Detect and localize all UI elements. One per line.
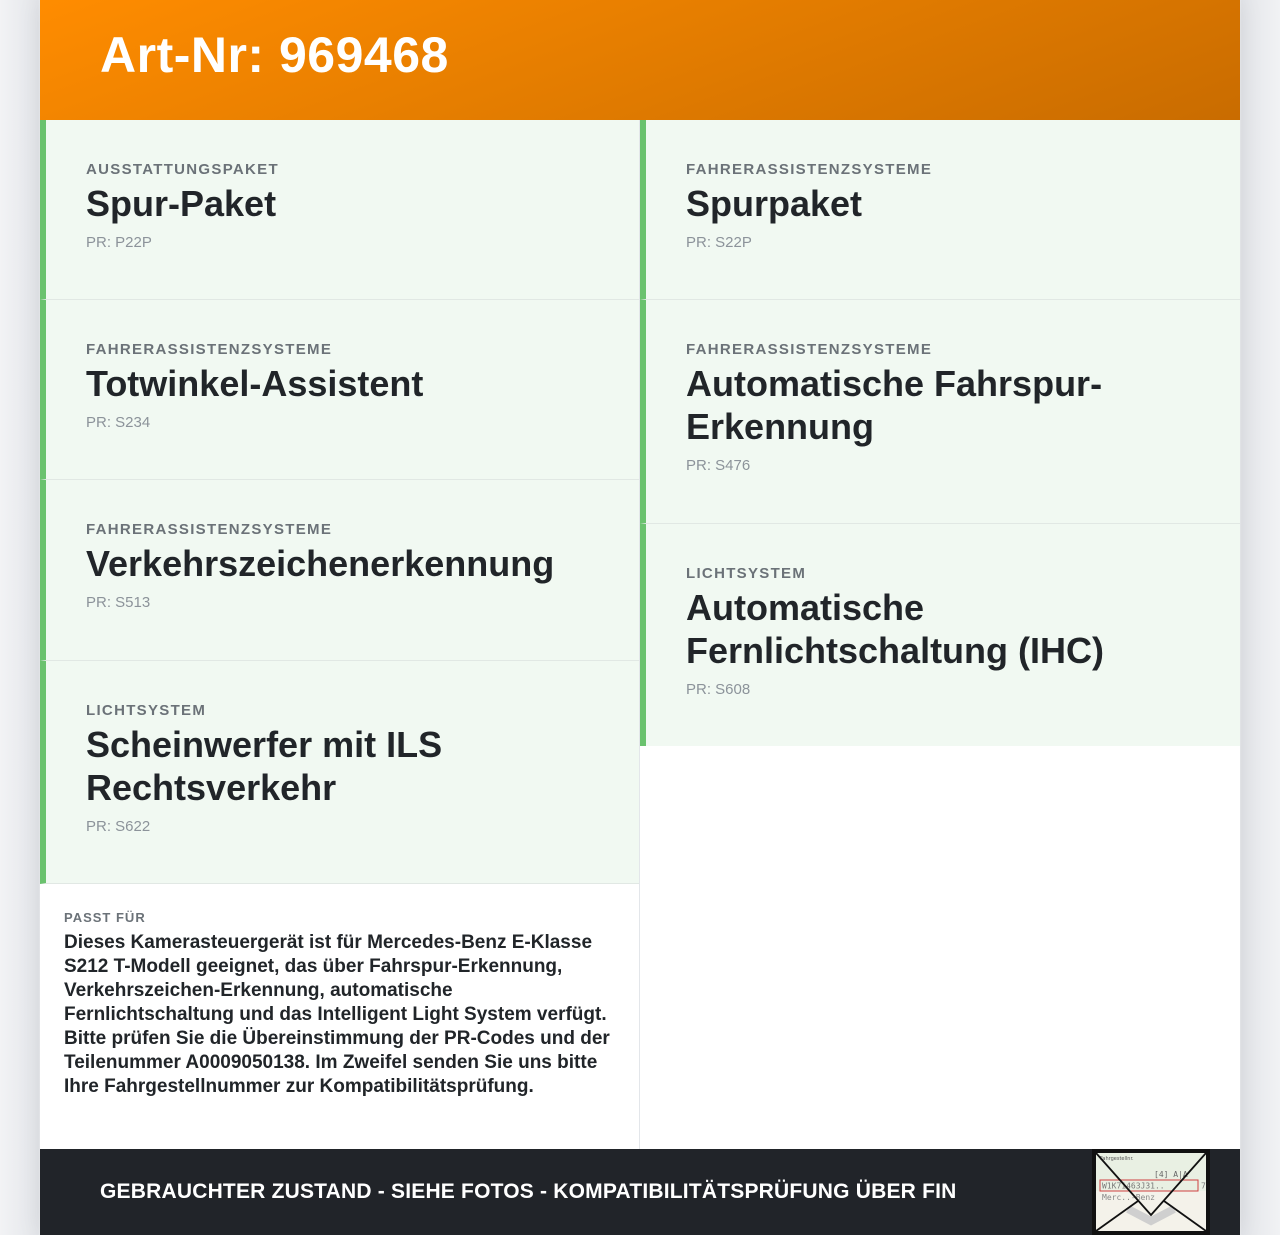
feature-title: Spur-Paket xyxy=(86,183,277,224)
feature-category: FAHRERASSISTENZSYSTEME xyxy=(686,161,933,178)
feature-card xyxy=(640,120,1240,300)
feature-category: AUSSTATTUNGSPAKET xyxy=(86,161,279,178)
pr-code: PR: S476 xyxy=(686,457,751,474)
product-sheet xyxy=(40,0,1240,1235)
feature-card xyxy=(640,524,1240,746)
envelope-icon xyxy=(1094,1151,1208,1233)
feature-title: Spurpaket xyxy=(686,183,863,224)
feature-title: Automatische Fahrspur-Erkennung xyxy=(686,363,1103,447)
compatibility-label: PASST FÜR xyxy=(64,910,146,925)
feature-card xyxy=(40,661,639,884)
article-number-title: Art-Nr: 969468 xyxy=(100,27,449,83)
feature-category: LICHTSYSTEM xyxy=(686,565,807,582)
feature-category: FAHRERASSISTENZSYSTEME xyxy=(86,521,333,538)
svg-text:Fahrgestellnr.: Fahrgestellnr. xyxy=(1100,1156,1134,1162)
pr-code: PR: S234 xyxy=(86,414,151,431)
feature-title: Verkehrszeichenerkennung xyxy=(86,543,555,584)
feature-category: FAHRERASSISTENZSYSTEME xyxy=(686,341,933,358)
pr-code: PR: S608 xyxy=(686,681,751,698)
feature-title: Totwinkel-Assistent xyxy=(86,363,424,404)
vin-document-thumbnail[interactable] xyxy=(1092,1149,1210,1235)
pr-code: PR: S22P xyxy=(686,234,752,251)
compatibility-section xyxy=(40,884,639,1149)
feature-card xyxy=(640,300,1240,524)
feature-grid xyxy=(40,120,1240,1149)
svg-text:7: 7 xyxy=(1201,1181,1206,1191)
pr-code: PR: S622 xyxy=(86,818,151,835)
svg-text:Merc..-Benz: Merc..-Benz xyxy=(1102,1193,1155,1202)
pr-code: PR: S513 xyxy=(86,594,151,611)
condition-message: GEBRAUCHTER ZUSTAND - SIEHE FOTOS - KOMPATIBILITÄTSPRÜFUNG ÜBER FIN xyxy=(100,1180,957,1203)
feature-category: FAHRERASSISTENZSYSTEME xyxy=(86,341,333,358)
feature-card xyxy=(40,120,639,300)
compatibility-text: Dieses Kamerasteuergerät ist für Mercedes-Benz E-Klasse S212 T-Modell geeignet, das über Fahrspur-Erkennung, Verkehrszeichen-Erkennung, automatische Fernlichtschaltung und das Intelligent Light System verfügt. Bitte prüfen Sie die Übereinstimmung der PR-Codes und der Teilenummer A0009050138. Im Zweifel senden Sie uns bitte Ihre Fahrgestellnummer zur Kompatibilitätsprüfung. xyxy=(64,932,610,1097)
right-column xyxy=(640,120,1240,1149)
feature-category: LICHTSYSTEM xyxy=(86,702,207,719)
feature-title: Scheinwerfer mit ILS Rechtsverkehr xyxy=(86,724,443,808)
feature-card xyxy=(40,480,639,661)
left-column xyxy=(40,120,640,1149)
svg-text:W1K71463J31..: W1K71463J31.. xyxy=(1102,1181,1165,1191)
condition-banner xyxy=(40,1149,1240,1235)
feature-card xyxy=(40,300,639,480)
feature-title: Automatische Fernlichtschaltung (IHC) xyxy=(686,587,1105,671)
article-header xyxy=(40,0,1240,120)
pr-code: PR: P22P xyxy=(86,234,152,251)
svg-text:[4] A|A: [4] A|A xyxy=(1154,1170,1188,1179)
